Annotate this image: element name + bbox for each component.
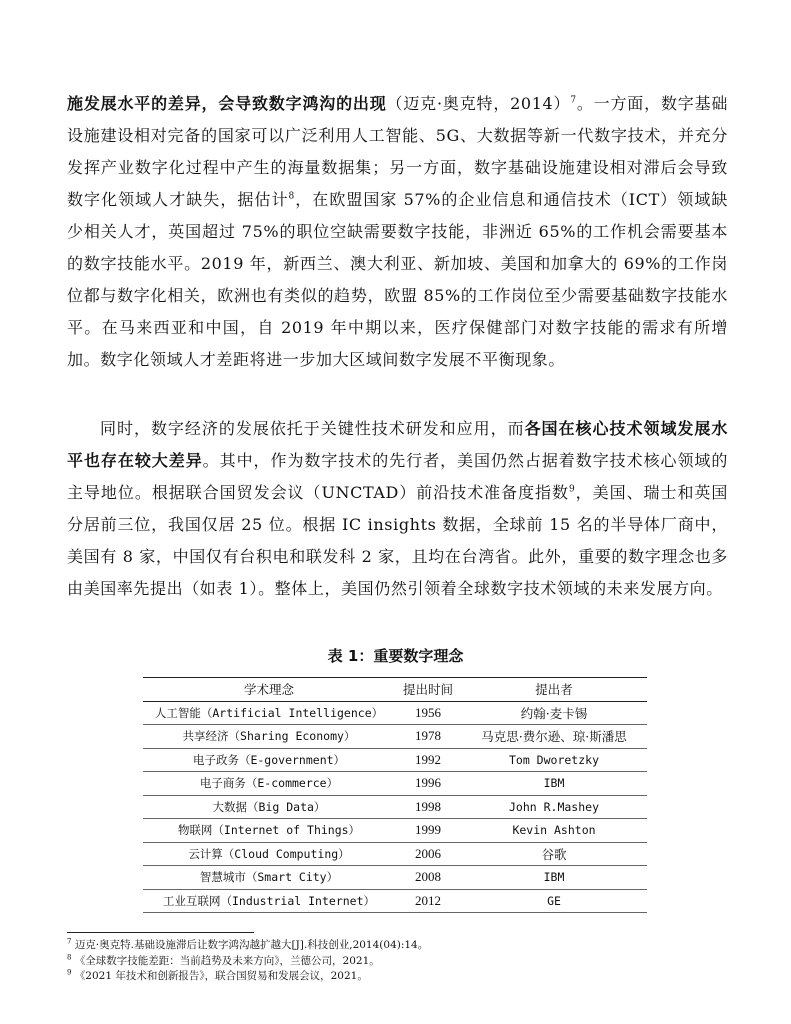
year-cell: 2012 bbox=[395, 889, 461, 913]
table-row bbox=[143, 725, 647, 749]
footnote-8 bbox=[67, 954, 747, 970]
proposer-cell: 约翰·麦卡锡 bbox=[461, 701, 647, 725]
paragraph2-text-a: 同时，数字经济的发展依托于关键性技术研发和应用，而 bbox=[100, 419, 525, 438]
footnote-divider bbox=[67, 932, 254, 933]
table-header-row bbox=[143, 678, 647, 702]
table-row bbox=[143, 889, 647, 913]
concept-cell: 人工智能（Artificial Intelligence） bbox=[143, 701, 395, 725]
concept-cell: 云计算（Cloud Computing） bbox=[143, 842, 395, 866]
concept-cell: 电子政务（E-government） bbox=[143, 748, 395, 772]
paragraph-core-technology bbox=[67, 413, 728, 605]
header-year: 提出时间 bbox=[395, 678, 461, 702]
proposer-cell: 马克思·费尔逊、琼·斯潘思 bbox=[461, 725, 647, 749]
proposer-cell: Kevin Ashton bbox=[461, 819, 647, 843]
footnote-ref-8: 8 bbox=[288, 191, 295, 202]
paragraph2-text-c: ，美国、瑞士和英国分居前三位，我国仅居 25 位。根据 IC insights 数据，全球前 15 名的半导体厂商中，美国有 8 家，中国仅有台积电和联发科 2 家，且均在台湾省。此外，重要的数字理念也多由美国率先提出（如表 1）。整体上，美国仍然引领着全球数字技术领域的未来发展方向。 bbox=[67, 483, 728, 598]
footnote-9 bbox=[67, 969, 747, 985]
year-cell: 1956 bbox=[395, 701, 461, 725]
proposer-cell: Tom Dworetzky bbox=[461, 748, 647, 772]
footnote-text: 迈克·奥克特.基础设施滞后让数字鸿沟越扩越大[J].科技创业,2014(04):14。 bbox=[74, 939, 429, 951]
footnote-7 bbox=[67, 938, 747, 954]
year-cell: 1998 bbox=[395, 795, 461, 819]
year-cell: 1999 bbox=[395, 819, 461, 843]
footnote-text: 《全球数字技能差距：当前趋势及未来方向》，兰德公司，2021。 bbox=[74, 954, 380, 967]
table-row bbox=[143, 772, 647, 796]
proposer-cell: GE bbox=[461, 889, 647, 913]
proposer-cell: 谷歌 bbox=[461, 842, 647, 866]
table-row bbox=[143, 748, 647, 772]
footnotes bbox=[67, 938, 747, 985]
proposer-cell: John R.Mashey bbox=[461, 795, 647, 819]
table-row bbox=[143, 819, 647, 843]
footnote-number: 7 bbox=[67, 937, 72, 946]
year-cell: 2006 bbox=[395, 842, 461, 866]
paragraph-digital-infrastructure bbox=[67, 88, 728, 376]
footnote-number: 9 bbox=[67, 968, 72, 977]
table-row bbox=[143, 866, 647, 890]
bold-phrase-infrastructure-gap: 施发展水平的差异，会导致数字鸿沟的出现 bbox=[67, 94, 387, 113]
footnote-ref-7: 7 bbox=[570, 95, 577, 106]
header-concept: 学术理念 bbox=[143, 678, 395, 702]
table-row bbox=[143, 842, 647, 866]
table-row bbox=[143, 795, 647, 819]
concept-cell: 物联网（Internet of Things） bbox=[143, 819, 395, 843]
footnote-text: 《2021 年技术和创新报告》，联合国贸易和发展会议，2021。 bbox=[74, 970, 368, 982]
year-cell: 2008 bbox=[395, 866, 461, 890]
proposer-cell: IBM bbox=[461, 772, 647, 796]
concept-cell: 大数据（Big Data） bbox=[143, 795, 395, 819]
paragraph1-text-b: 。一方面，数字基础设施建设相对完备的国家可以广泛利用人工智能、5G、大数据等新一代数字技术，并充分发挥产业数字化过程中产生的海量数据集；另一方面，数字基础设施建设相对滞后会导致数字化领域人才缺失，据估计 bbox=[67, 94, 728, 209]
header-proposer: 提出者 bbox=[461, 678, 647, 702]
paragraph2-text-b: 。其中，作为数字技术的先行者，美国仍然占据着数字技术核心领域的主导地位。根据联合国贸发会议（UNCTAD）前沿技术准备度指数 bbox=[67, 451, 728, 502]
concept-cell: 智慧城市（Smart City） bbox=[143, 866, 395, 890]
year-cell: 1978 bbox=[395, 725, 461, 749]
footnote-number: 8 bbox=[67, 953, 72, 961]
proposer-cell: IBM bbox=[461, 866, 647, 890]
concept-cell: 共享经济（Sharing Economy） bbox=[143, 725, 395, 749]
concept-cell: 工业互联网（Industrial Internet） bbox=[143, 889, 395, 913]
footnote-ref-9: 9 bbox=[568, 484, 576, 495]
concept-cell: 电子商务（E-commerce） bbox=[143, 772, 395, 796]
paragraph1-text-c: ，在欧盟国家 57%的企业信息和通信技术（ICT）领域缺少相关人才，英国超过 75%的职位空缺需要数字技能，非洲近 65%的工作机会需要基本的数字技能水平。2019 年，新西兰、澳大利亚、新加坡、美国和加拿大的 69%的工作岗位都与数字化相关，欧洲也有类似的趋势，欧盟 85%的工作岗位至少需要基础数字技能水平。在马来西亚和中国，自 2019 年中期以来，医疗保健部门对数字技能的需求有所增加。数字化领域人才差距将进一步加大区域间数字发展不平衡现象。 bbox=[67, 190, 728, 369]
paragraph1-text-a: （迈克·奥克特，2014） bbox=[386, 94, 571, 113]
table-row bbox=[143, 701, 647, 725]
year-cell: 1996 bbox=[395, 772, 461, 796]
digital-concepts-table bbox=[143, 677, 647, 913]
table-caption: 表 1：重要数字理念 bbox=[327, 647, 464, 665]
year-cell: 1992 bbox=[395, 748, 461, 772]
bold-phrase-core-tech-gap: 各国在核心技术领域发展水平也存在较大差异 bbox=[67, 419, 728, 470]
